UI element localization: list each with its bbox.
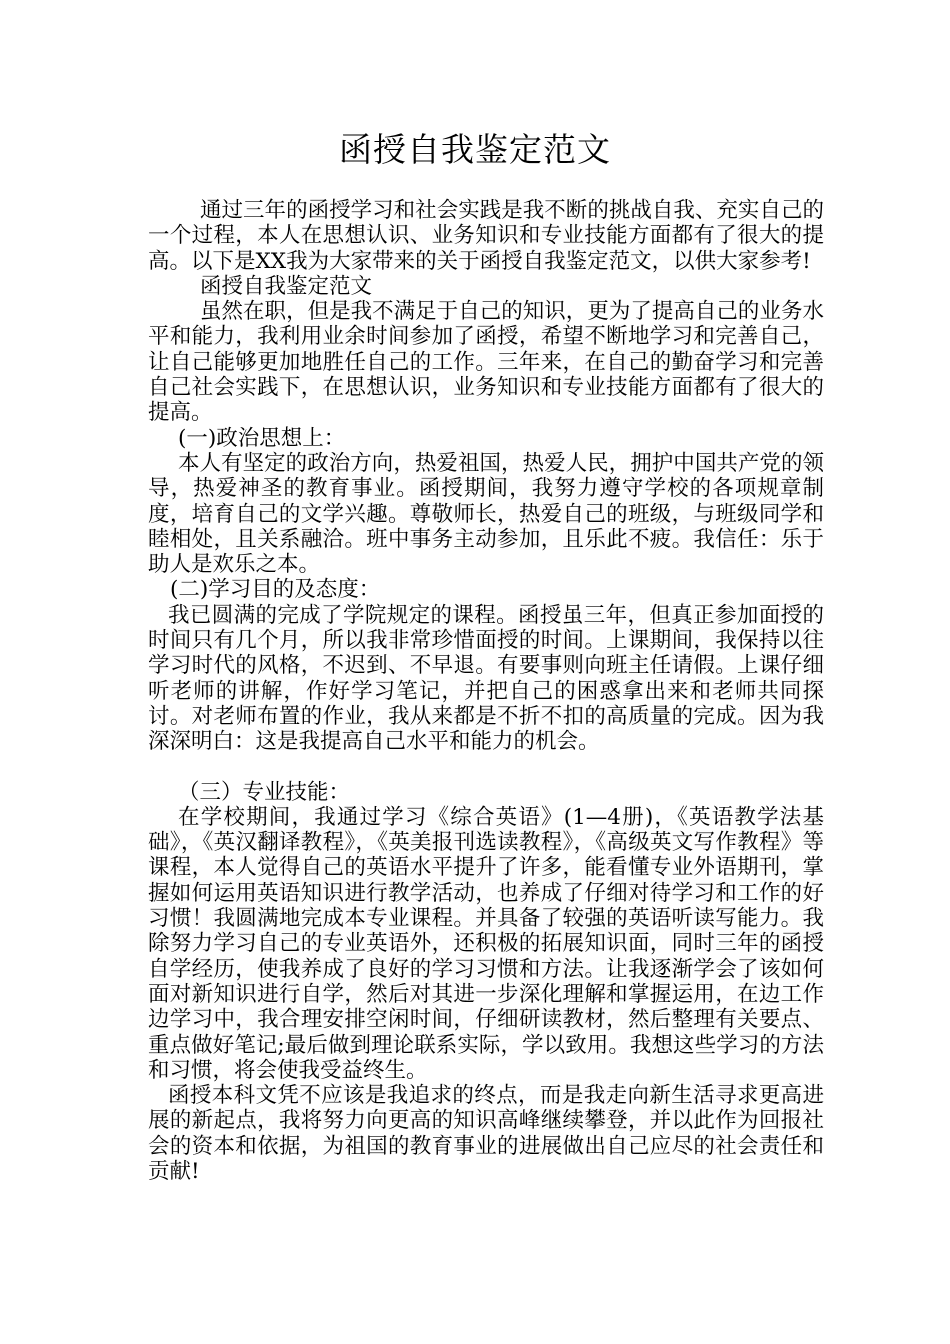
skills-paragraph: 在学校期间，我通过学习《综合英语》(1—4册)，《英语教学法基础》，《英汉翻译教程》，《英美报刊选读教程》，《高级英文写作教程》等课程，本人觉得自己的英语水平提升了许多，能看懂专业外语期刊，掌握如何运用英语知识进行教学活动，也养成了仔细对待学习和工作的好习惯！我圆满地完成本专业课程。并具备了较强的英语听读写能力。我除努力学习自己的专业英语外，还积极的拓展知识面，同时三年的函授自学经历，使我养成了良好的学习习惯和方法。让我逐渐学会了该如何面对新知识进行自学，然后对其进一步深化理解和掌握运用，在边工作边学习中，我合理安排空闲时间，仔细研读教材，然后整理有关要点、重点做好笔记;最后做到理论联系实际，学以致用。我想这些学习的方法和习惯，将会使我受益终生。 [148,804,824,1083]
blank-line [148,755,824,780]
overview-paragraph: 虽然在职，但是我不满足于自己的知识，更为了提高自己的业务水平和能力，我利用业余时间参加了函授，希望不断地学习和完善自己，让自己能够更加地胜任自己的工作。三年来，在自己的勤奋学习和完善自己社会实践下，在思想认识，业务知识和专业技能方面都有了很大的提高。 [148,299,824,426]
section-heading-politics: (一)政治思想上： [178,425,346,451]
document-title: 函授自我鉴定范文 [339,130,611,169]
document-body [148,198,824,1184]
intro-paragraph: 通过三年的函授学习和社会实践是我不断的挑战自我、充实自己的一个过程，本人在思想认识、业务知识和专业技能方面都有了很大的提高。以下是XX我为大家带来的关于函授自我鉴定范文，以供大家参考! [148,198,824,274]
politics-paragraph: 本人有坚定的政治方向，热爱祖国，热爱人民，拥护中国共产党的领导，热爱神圣的教育事业。函授期间，我努力遵守学校的各项规章制度，培育自己的文学兴趣。尊敬师长，热爱自己的班级，与班级同学和睦相处，且关系融洽。班中事务主动参加，且乐此不疲。我信任：乐于助人是欢乐之本。 [148,450,824,578]
study-paragraph: 我已圆满的完成了学院规定的课程。函授虽三年，但真正参加面授的时间只有几个月，所以我非常珍惜面授的时间。上课期间，我保持以往学习时代的风格，不迟到、不早退。有要事则向班主任请假。上课仔细听老师的讲解，作好学习笔记，并把自己的困惑拿出来和老师共同探讨。对老师布置的作业，我从来都是不折不扣的高质量的完成。因为我深深明白：这是我提高自己水平和能力的机会。 [148,602,824,755]
section-heading-skills: （三）专业技能： [178,779,351,805]
section-heading-study: (二)学习目的及态度： [170,577,381,603]
subtitle-line: 函授自我鉴定范文 [200,273,373,299]
conclusion-paragraph: 函授本科文凭不应该是我追求的终点，而是我走向新生活寻求更高进展的新起点，我将努力向更高的知识高峰继续攀登，并以此作为回报社会的资本和依据，为祖国的教育事业的进展做出自己应尽的社会责任和贡献! [148,1083,824,1184]
